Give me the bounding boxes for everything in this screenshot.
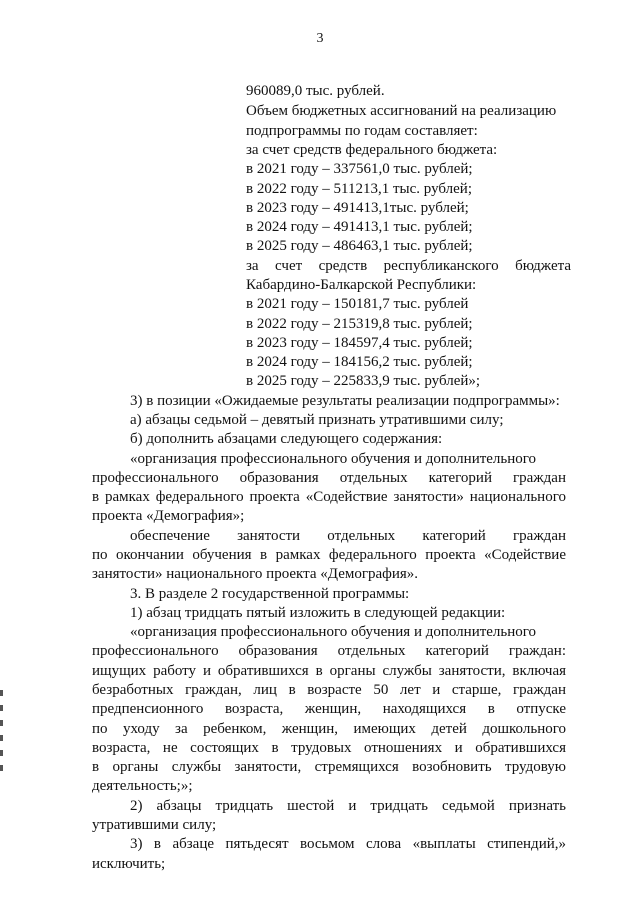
paragraph-line: по уходу за ребенком, женщин, имеющих детей дошкольного (92, 721, 566, 737)
budget-line: в 2021 году – 150181,7 тыс. рублей (246, 296, 469, 312)
budget-line: в 2022 году – 511213,1 тыс. рублей; (246, 181, 472, 197)
paragraph-line: профессионального образования отдельных категорий граждан (92, 470, 566, 486)
paragraph-line: 1) абзац тридцать пятый изложить в следующей редакции: (130, 605, 506, 621)
paragraph-line: обеспечение занятости отдельных категорий граждан (130, 528, 566, 544)
paragraph-line: профессионального образования отдельных категорий граждан: (92, 643, 566, 659)
paragraph-line: ищущих работу и обратившихся в органы службы занятости, включая (92, 663, 566, 679)
budget-line: в 2024 году – 184156,2 тыс. рублей; (246, 354, 473, 370)
paragraph-line: исключить; (92, 856, 166, 872)
paragraph-line: деятельность;»; (92, 778, 193, 794)
budget-line: в 2022 году – 215319,8 тыс. рублей; (246, 316, 473, 332)
paragraph-line: в рамках федерального проекта «Содействие занятости» национального (92, 489, 566, 505)
paragraph-line: занятости» национального проекта «Демография». (92, 566, 419, 582)
paragraph-line: «организация профессионального обучения и дополнительного (130, 451, 537, 467)
budget-line: в 2024 году – 491413,1 тыс. рублей; (246, 219, 473, 235)
paragraph-line: 3. В разделе 2 государственной программы: (130, 586, 410, 602)
paragraph-line: «организация профессионального обучения и дополнительного (130, 624, 537, 640)
budget-line: в 2021 году – 337561,0 тыс. рублей; (246, 161, 473, 177)
paragraph-line: утратившими силу; (92, 817, 217, 833)
budget-line: подпрограммы по годам составляет: (246, 123, 478, 139)
scan-edge-marks (0, 690, 4, 780)
paragraph-line: возраста, не состоящих в трудовых отношениях и обратившихся (92, 740, 566, 756)
budget-line: в 2025 году – 486463,1 тыс. рублей; (246, 238, 473, 254)
budget-line: за счет средств федерального бюджета: (246, 142, 498, 158)
paragraph-line: б) дополнить абзацами следующего содержания: (130, 431, 443, 447)
paragraph-line: 2) абзацы тридцать шестой и тридцать седьмой признать (130, 798, 566, 814)
budget-line: Объем бюджетных ассигнований на реализацию (246, 103, 557, 119)
budget-line: в 2023 году – 184597,4 тыс. рублей; (246, 335, 473, 351)
paragraph-line: предпенсионного возраста, женщин, находящихся в отпуске (92, 701, 566, 717)
paragraph-line: в органы службы занятости, стремящихся возобновить трудовую (92, 759, 566, 775)
paragraph-line: 3) в позиции «Ожидаемые результаты реализации подпрограммы»: (130, 393, 560, 409)
paragraph-line: безработных граждан, лиц в возрасте 50 лет и старше, граждан (92, 682, 566, 698)
budget-line: Кабардино-Балкарской Республики: (246, 277, 477, 293)
paragraph-line: а) абзацы седьмой – девятый признать утратившими силу; (130, 412, 504, 428)
paragraph-line: 3) в абзаце пятьдесят восьмом слова «выплаты стипендий,» (130, 836, 566, 852)
budget-line: в 2023 году – 491413,1тыс. рублей; (246, 200, 469, 216)
budget-line: 960089,0 тыс. рублей. (246, 83, 385, 99)
page-number: 3 (316, 31, 324, 46)
paragraph-line: проекта «Демография»; (92, 508, 245, 524)
budget-line: за счет средств республиканского бюджета (246, 258, 571, 274)
paragraph-line: по окончании обучения в рамках федерального проекта «Содействие (92, 547, 566, 563)
budget-line: в 2025 году – 225833,9 тыс. рублей»; (246, 373, 481, 389)
